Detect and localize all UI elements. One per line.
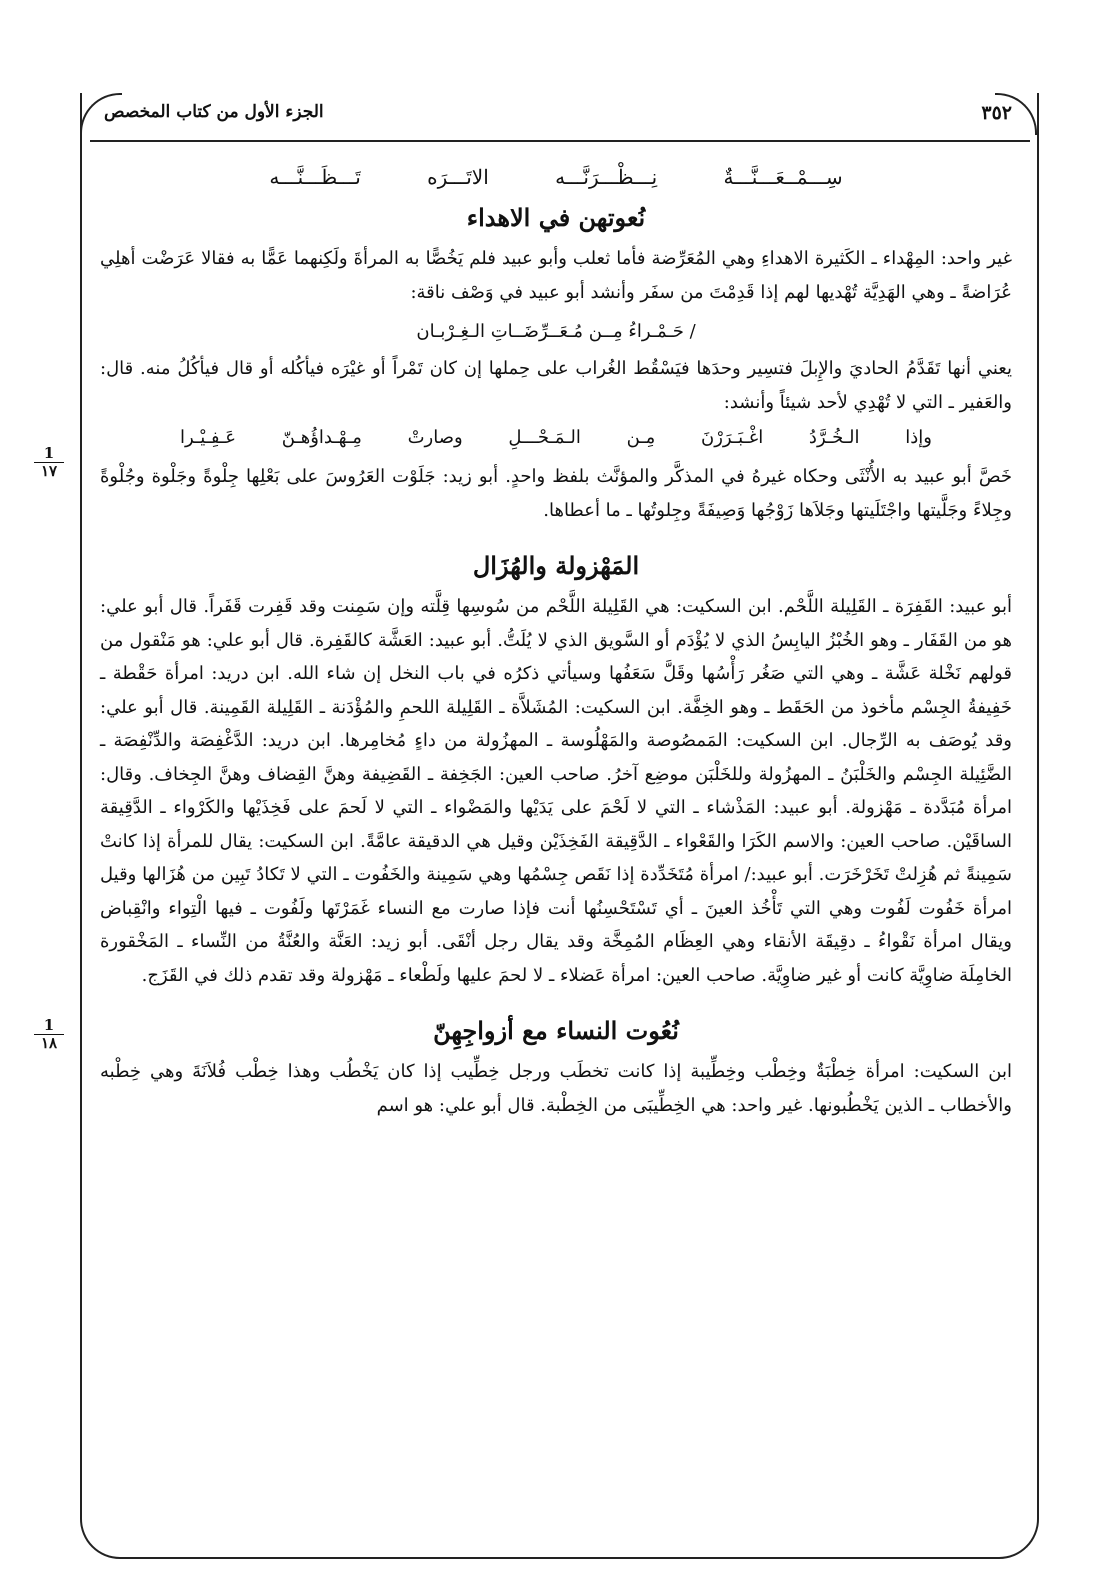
paragraph: غير واحد: المِهْداء ـ الكَثيرة الاهداءِ وهي المُعَرِّضة فأما ثعلب وأبو عبيد فلم يَخُصًّا به المرأةَ ولَكِنهما عَمًّا به فقالا عَرَضْت أهلِي عُرَاضةً ـ وهي الهَدِيَّة تُهْديها لهم إذا قَدِمْتَ من سفَر وأنشد أبو عبيد في وَصْف ناقة: xyxy=(100,248,1012,303)
verse-line: / حَـمْـراءُ مِــن مُـعَــرِّضَــاتِ الـغِـرْبـان xyxy=(416,321,696,342)
paragraph: خَصَّ أبو عبيد به الأُنْثَى وحكاه غيرهُ في المذكَّر والمؤنَّث بلفظ واحدٍ. أبو زيد: جَلَوْت العَرُوسَ على بَعْلِها جِلْوةً وجَلْوة وجُلْوةً وجِلاءً وجَلَّيتها واجْتَلَيتها وجَلاَها زَوْجُها وَصِيفَةً وجِلوتُها ـ ما أعطاها. xyxy=(100,466,1012,521)
paragraph: يعني أنها تَقَدَّمُ الحاديَ والإِبلَ فتسِير وحدَها فيَسْقُط الغُراب على حِملها إن كان تَمْراً أو غيْرَه فيأكُله أو قال فيأكُلُ منه. قال: والعَفير ـ التي لا تُهْدِي لأحد شيئاً وأنشد: xyxy=(100,358,1012,413)
section-heading: المَهْزولة والهُزَال xyxy=(472,551,640,580)
section-heading: نُعُوت النساء مع أزواجِهِنّ xyxy=(433,1016,679,1045)
paragraph: ابن السكيت: امرأة خِطْبَةٌ وخِطْب وخِطِّيبة إذا كانت تخطَب ورجل خِطِّيب إذا كان يَخْطُب وهذا خِطْب فُلاَنَةَ وهي خِطْبه والأخطاب ـ الذين يَخْطُبونها. غير واحد: هي الخِطِّيبَى من الخِطْبة. قال أبو علي: هو اسم xyxy=(100,1061,1012,1116)
page-number: ٣٥٢ xyxy=(981,102,1012,124)
verse-line: سِـــمْــعَـــنَّـــةٌ نِـــظْـــرَنَّـــه الاتَـــرَه تَـــظَـــنَّـــه xyxy=(269,165,843,189)
section-heading: نُعوتهن في الاهداء xyxy=(466,203,646,232)
folio-mark: 1 ١٧ xyxy=(34,445,64,480)
page-body xyxy=(100,165,1012,1122)
header-rule xyxy=(90,140,1030,142)
page-header xyxy=(90,100,1026,130)
paragraph: أبو عبيد: القَفِرَة ـ القَلِيلة اللَّحْم. ابن السكيت: هي القَلِيلة اللَّحْم من سُوسِها قِلَّته وإن سَمِنت وقد قَفِرت قَفَراً. قال أبو علي: هو من القَفَار ـ وهو الخُبْزُ اليابِسُ الذي لا يُؤْدَم أو السَّويق الذي لا يُلَتُّ. أبو عبيد: العَشَّة كالقَفِرة. قال أبو علي: هو مَنْقول من قولهم نَخْلة عَشَّة ـ وهي التي صَغُر رَأْسُها وقَلَّ سَعَفُها وسيأتي ذكرُه في باب النخل إن شاء الله. ابن دريد: امرأة حَقْطة ـ خَفِيفةُ الجِسْم مأخوذ من الحَقَط ـ وهو الخِفَّة. ابن السكيت: المُشَلاَّة ـ القَلِيلة اللحمِ والمُؤْدَنة ـ القَلِيلة القَمِينة. قال أبو علي: وقد يُوصَف به الرِّجال. ابن السكيت: المَمصُوصة والمَهْلُوسة ـ المهزُولة من داءٍ مُخامِرها. ابن دريد: الدَّغْفِصَة والدِّنْفِصَة ـ الضَّئِيلة الجِسْم والخَلْبَنُ ـ المهزُولة وللخَلْبَن موضِع آخرُ. صاحب العين: الجَخِفة ـ القَضِيفة وهنَّ القِضاف وهنَّ الجِخاف. وقال: امرأة مُبَدَّدة ـ مَهْزولة. أبو عبيد: المَذْشاء ـ التي لا لَحْمَ على يَدَيْها والمَضْواء ـ التي لا لَحمَ على فَخِذَيْها والكَرْواء ـ الدَّقِيقة الساقَيْن. صاحب العين: والاسم الكَرَا والقَعْواء ـ الدَّقِيقة الفَخِذَيْن وقيل هي الدقيقة عامَّةً. ابن السكيت: يقال للمرأة إذا كانتْ سَمِينةً ثم هُزِلتْ تَخَرْخَرَت. أبو عبيد:/ امرأة مُتَخَدِّدة إذا نَقَص جِسْمُها وهي سَمِينة والخَفُوت ـ التي لا تَكادُ تَبِين من هُزَالها وقيل امرأة خَفُوت لَفُوت وهي التي تَأْخُذ العينَ ـ أي تَسْتَحْسِنُها أنت فإذا صارت مع النساء غَمَرْتَها ولَفُوت ـ فيها الْتِواء وانْقِباض ويقال امرأة نَقْواءُ ـ دقِيقَة الأنقاء وهي العِظَام المُمِخَّة وقد يقال رجل أنْقَى. أبو زيد: العَنَّة والعُنَّةُ من النِّساء ـ المَخْقورة الخامِلَة ضاوِيَّة كانت أو غير ضاوِيَّة. صاحب العين: امرأة عَضلاء ـ لا لحمَ عليها ولَطْعاء ـ مَهْزولة وقد تقدم ذلك في القَزَج. xyxy=(100,596,1012,986)
running-title: الجزء الأول من كتاب المخصص xyxy=(104,102,324,122)
verse-line: وإذا الـخُـرَّدُ اغْـبَـرَرْنَ مِـن الـمَـحْـــلِ وصارتْ مِـهْـداؤُهـنّ عَـفِـيْـرا xyxy=(180,427,932,448)
folio-mark: 1 ١٨ xyxy=(34,1017,64,1052)
